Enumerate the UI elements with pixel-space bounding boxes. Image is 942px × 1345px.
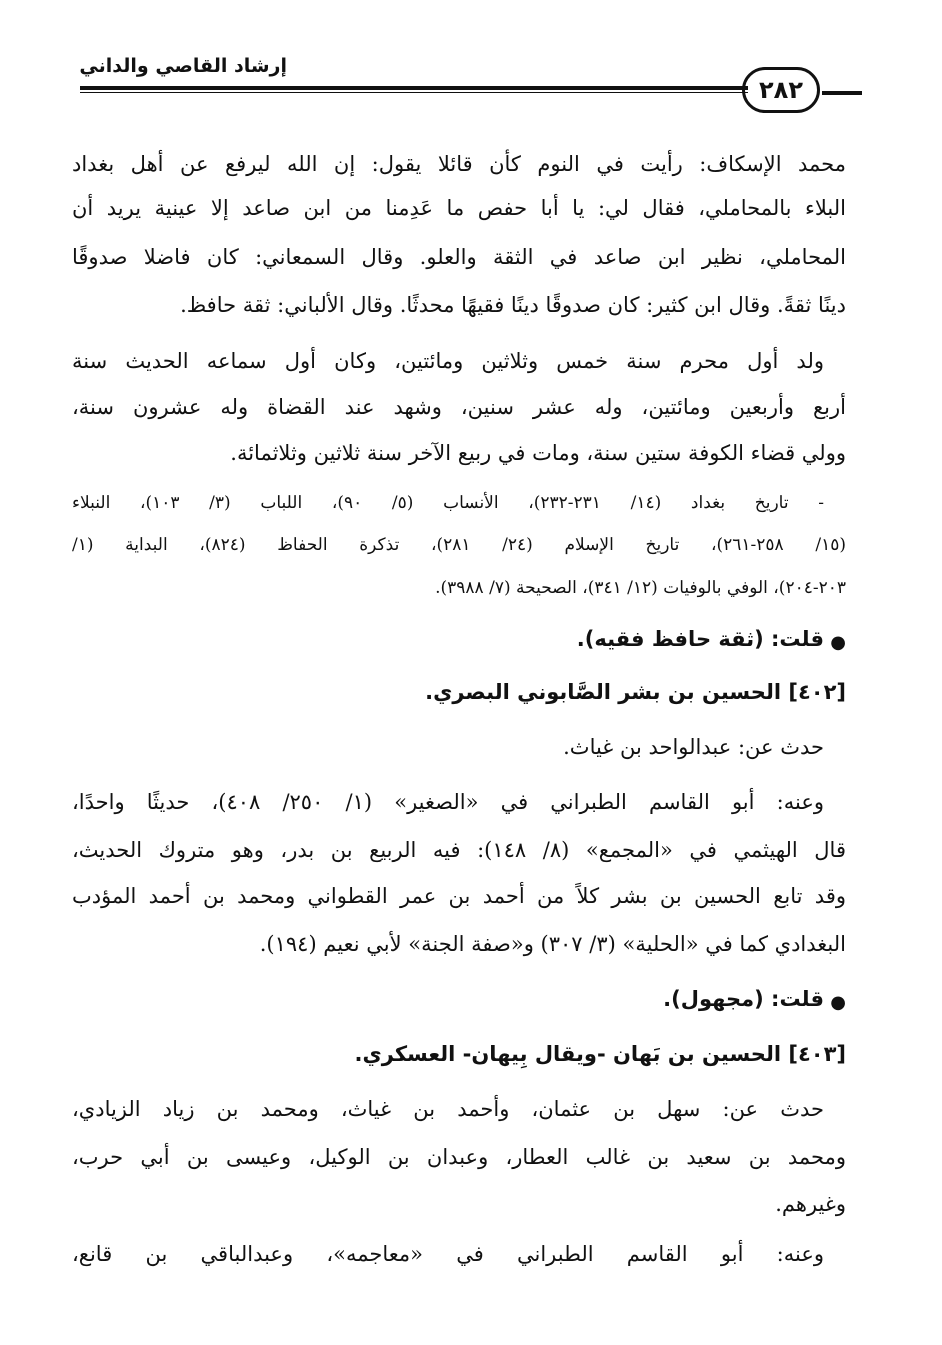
text-line: دينًا ثقةً. وقال ابن كثير: كان صدوقًا دينًا فقيهًا محدثًا. وقال الألباني: ثقة حافظ. <box>180 293 846 317</box>
text-line: وولي قضاء الكوفة ستين سنة، ومات في ربيع الآخر سنة ثلاثين وثلاثمائة. <box>230 441 846 465</box>
text-line: وعنه: أبو القاسم الطبراني في «معاجمه»، وعبدالباقي بن قانع، <box>72 1242 824 1266</box>
text-line: ومحمد بن سعيد بن غالب العطار، وعبدان بن الوكيل، وعيسى بن أبي حرب، <box>72 1145 846 1169</box>
page-number-badge: ٢٨٢ <box>742 67 820 113</box>
entry-heading: [٤٠٢] الحسين بن بشر الصَّابوني البصري. <box>425 680 846 704</box>
footnote-line: (١٥/ ٢٥٨-٢٦١)، تاريخ الإسلام (٢٤/ ٢٨١)، تذكرة الحفاظ (٨٢٤)، البداية (١/ <box>72 535 846 555</box>
entry-heading: [٤٠٣] الحسين بن بَهان -ويقال بِيهان- العسكري. <box>354 1042 846 1066</box>
bullet-icon: ● <box>830 632 846 653</box>
header-rule-end <box>822 91 862 95</box>
text-line: البغدادي كما في «الحلية» (٣/ ٣٠٧) و«صفة الجنة» لأبي نعيم (١٩٤). <box>259 932 846 956</box>
bullet-icon: ● <box>830 992 846 1013</box>
text-line: قال الهيثمي في «المجمع» (٨/ ١٤٨): فيه الربيع بن بدر، وهو متروك الحديث، <box>72 838 846 862</box>
text-line: ولد أول محرم سنة خمس وثلاثين ومائتين، وكان أول سماعه الحديث سنة <box>72 349 824 373</box>
text-line: محمد الإسكاف: رأيت في النوم كأن قائلا يقول: إن الله ليرفع عن أهل بغداد <box>72 152 846 176</box>
verdict-line: قلت: (مجهول). <box>663 987 824 1011</box>
text-line: وغيرهم. <box>775 1192 846 1216</box>
text-line: وقد تابع الحسين بن بشر كلاً من أحمد بن عمر القطواني ومحمد بن أحمد المؤدب <box>72 884 846 908</box>
text-line: وعنه: أبو القاسم الطبراني في «الصغير» (١/ ٢٥٠/ ٤٠٨)، حديثًا واحدًا، <box>72 790 824 814</box>
verdict-line: قلت: (ثقة حافظ فقيه). <box>576 627 824 651</box>
text-line: حدث عن: سهل بن عثمان، وأحمد بن غياث، ومحمد بن زياد الزيادي، <box>72 1097 824 1121</box>
header-rule <box>80 86 748 93</box>
text-line: أربع وأربعين ومائتين، وله عشر سنين، وشهد عند القضاة وله عشرون سنة، <box>72 395 846 419</box>
footnote-line: - تاريخ بغداد (١٤/ ٢٣١-٢٣٢)، الأنساب (٥/ ٩٠)، اللباب (٣/ ١٠٣)، النبلاء <box>72 493 824 513</box>
footnote-line: ٢٠٣-٢٠٤)، الوفي بالوفيات (١٢/ ٣٤١)، الصحيحة (٧/ ٣٩٨٨). <box>435 578 846 598</box>
text-line: المحاملي، نظير ابن صاعد في الثقة والعلو. وقال السمعاني: كان فاضلا صدوقًا <box>72 245 846 269</box>
text-line: حدث عن: عبدالواحد بن غياث. <box>563 735 824 759</box>
running-header-title: إرشاد القاصي والداني <box>79 55 287 77</box>
text-line: البلاء بالمحاملي، فقال لي: يا أبا حفص ما عَدِمنا من ابن صاعد إلا عينية يريد أن <box>72 196 846 220</box>
